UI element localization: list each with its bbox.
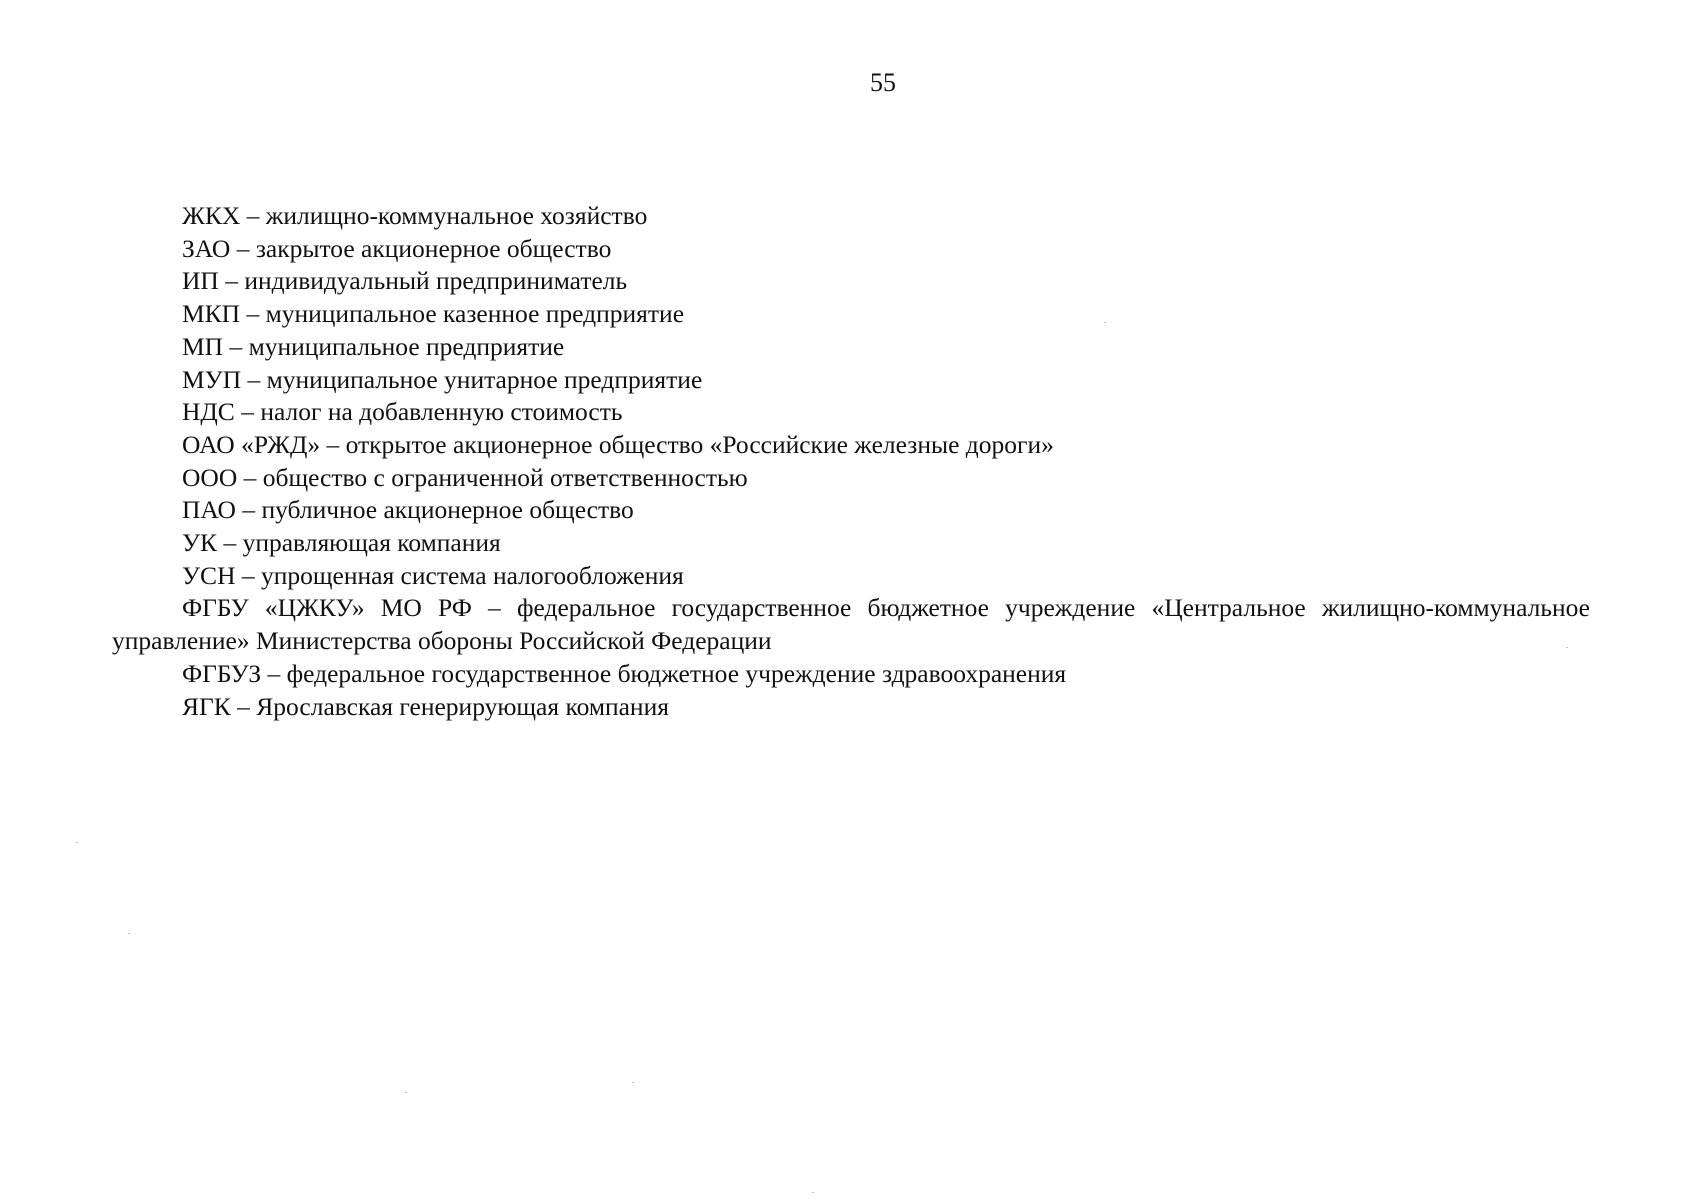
list-item: УК – управляющая компания — [182, 528, 501, 558]
list-item: ИП – индивидуальный предприниматель — [182, 266, 628, 296]
list-item: ФГБУЗ – федеральное государственное бюджетное учреждение здравоохранения — [182, 658, 1067, 688]
scan-speck — [1104, 322, 1106, 323]
list-item: ПАО – публичное акционерное общество — [182, 495, 634, 525]
list-item: МУП – муниципальное унитарное предприятие — [182, 364, 703, 394]
page-number: 55 — [870, 68, 896, 97]
list-item: МП – муниципальное предприятие — [182, 331, 565, 361]
list-item: УСН – упрощенная система налогообложения — [182, 560, 684, 590]
scan-speck — [405, 1092, 407, 1093]
scan-speck — [1566, 647, 1568, 648]
list-item: ЗАО – закрытое акционерное общество — [182, 233, 612, 263]
scan-speck — [812, 1192, 814, 1193]
scan-speck — [128, 933, 130, 934]
scan-speck — [76, 842, 78, 843]
list-item: ЯГК – Ярославская генерирующая компания — [182, 691, 669, 721]
abbreviation-list — [112, 200, 1590, 723]
list-item: ОАО «РЖД» – открытое акционерное общество «Российские железные дороги» — [182, 429, 1054, 459]
list-item: ФГБУ «ЦЖКУ» МО РФ – федеральное государственное бюджетное учреждение «Центральное жилищно-коммунальное управление» Министерства обороны Российской Федерации — [112, 593, 1590, 656]
list-item: НДС – налог на добавленную стоимость — [182, 397, 623, 427]
list-item: ООО – общество с ограниченной ответственностью — [182, 462, 748, 492]
list-item: ЖКХ – жилищно-коммунальное хозяйство — [182, 201, 648, 230]
list-item: МКП – муниципальное казенное предприятие — [182, 299, 685, 329]
scan-speck — [632, 1082, 634, 1083]
